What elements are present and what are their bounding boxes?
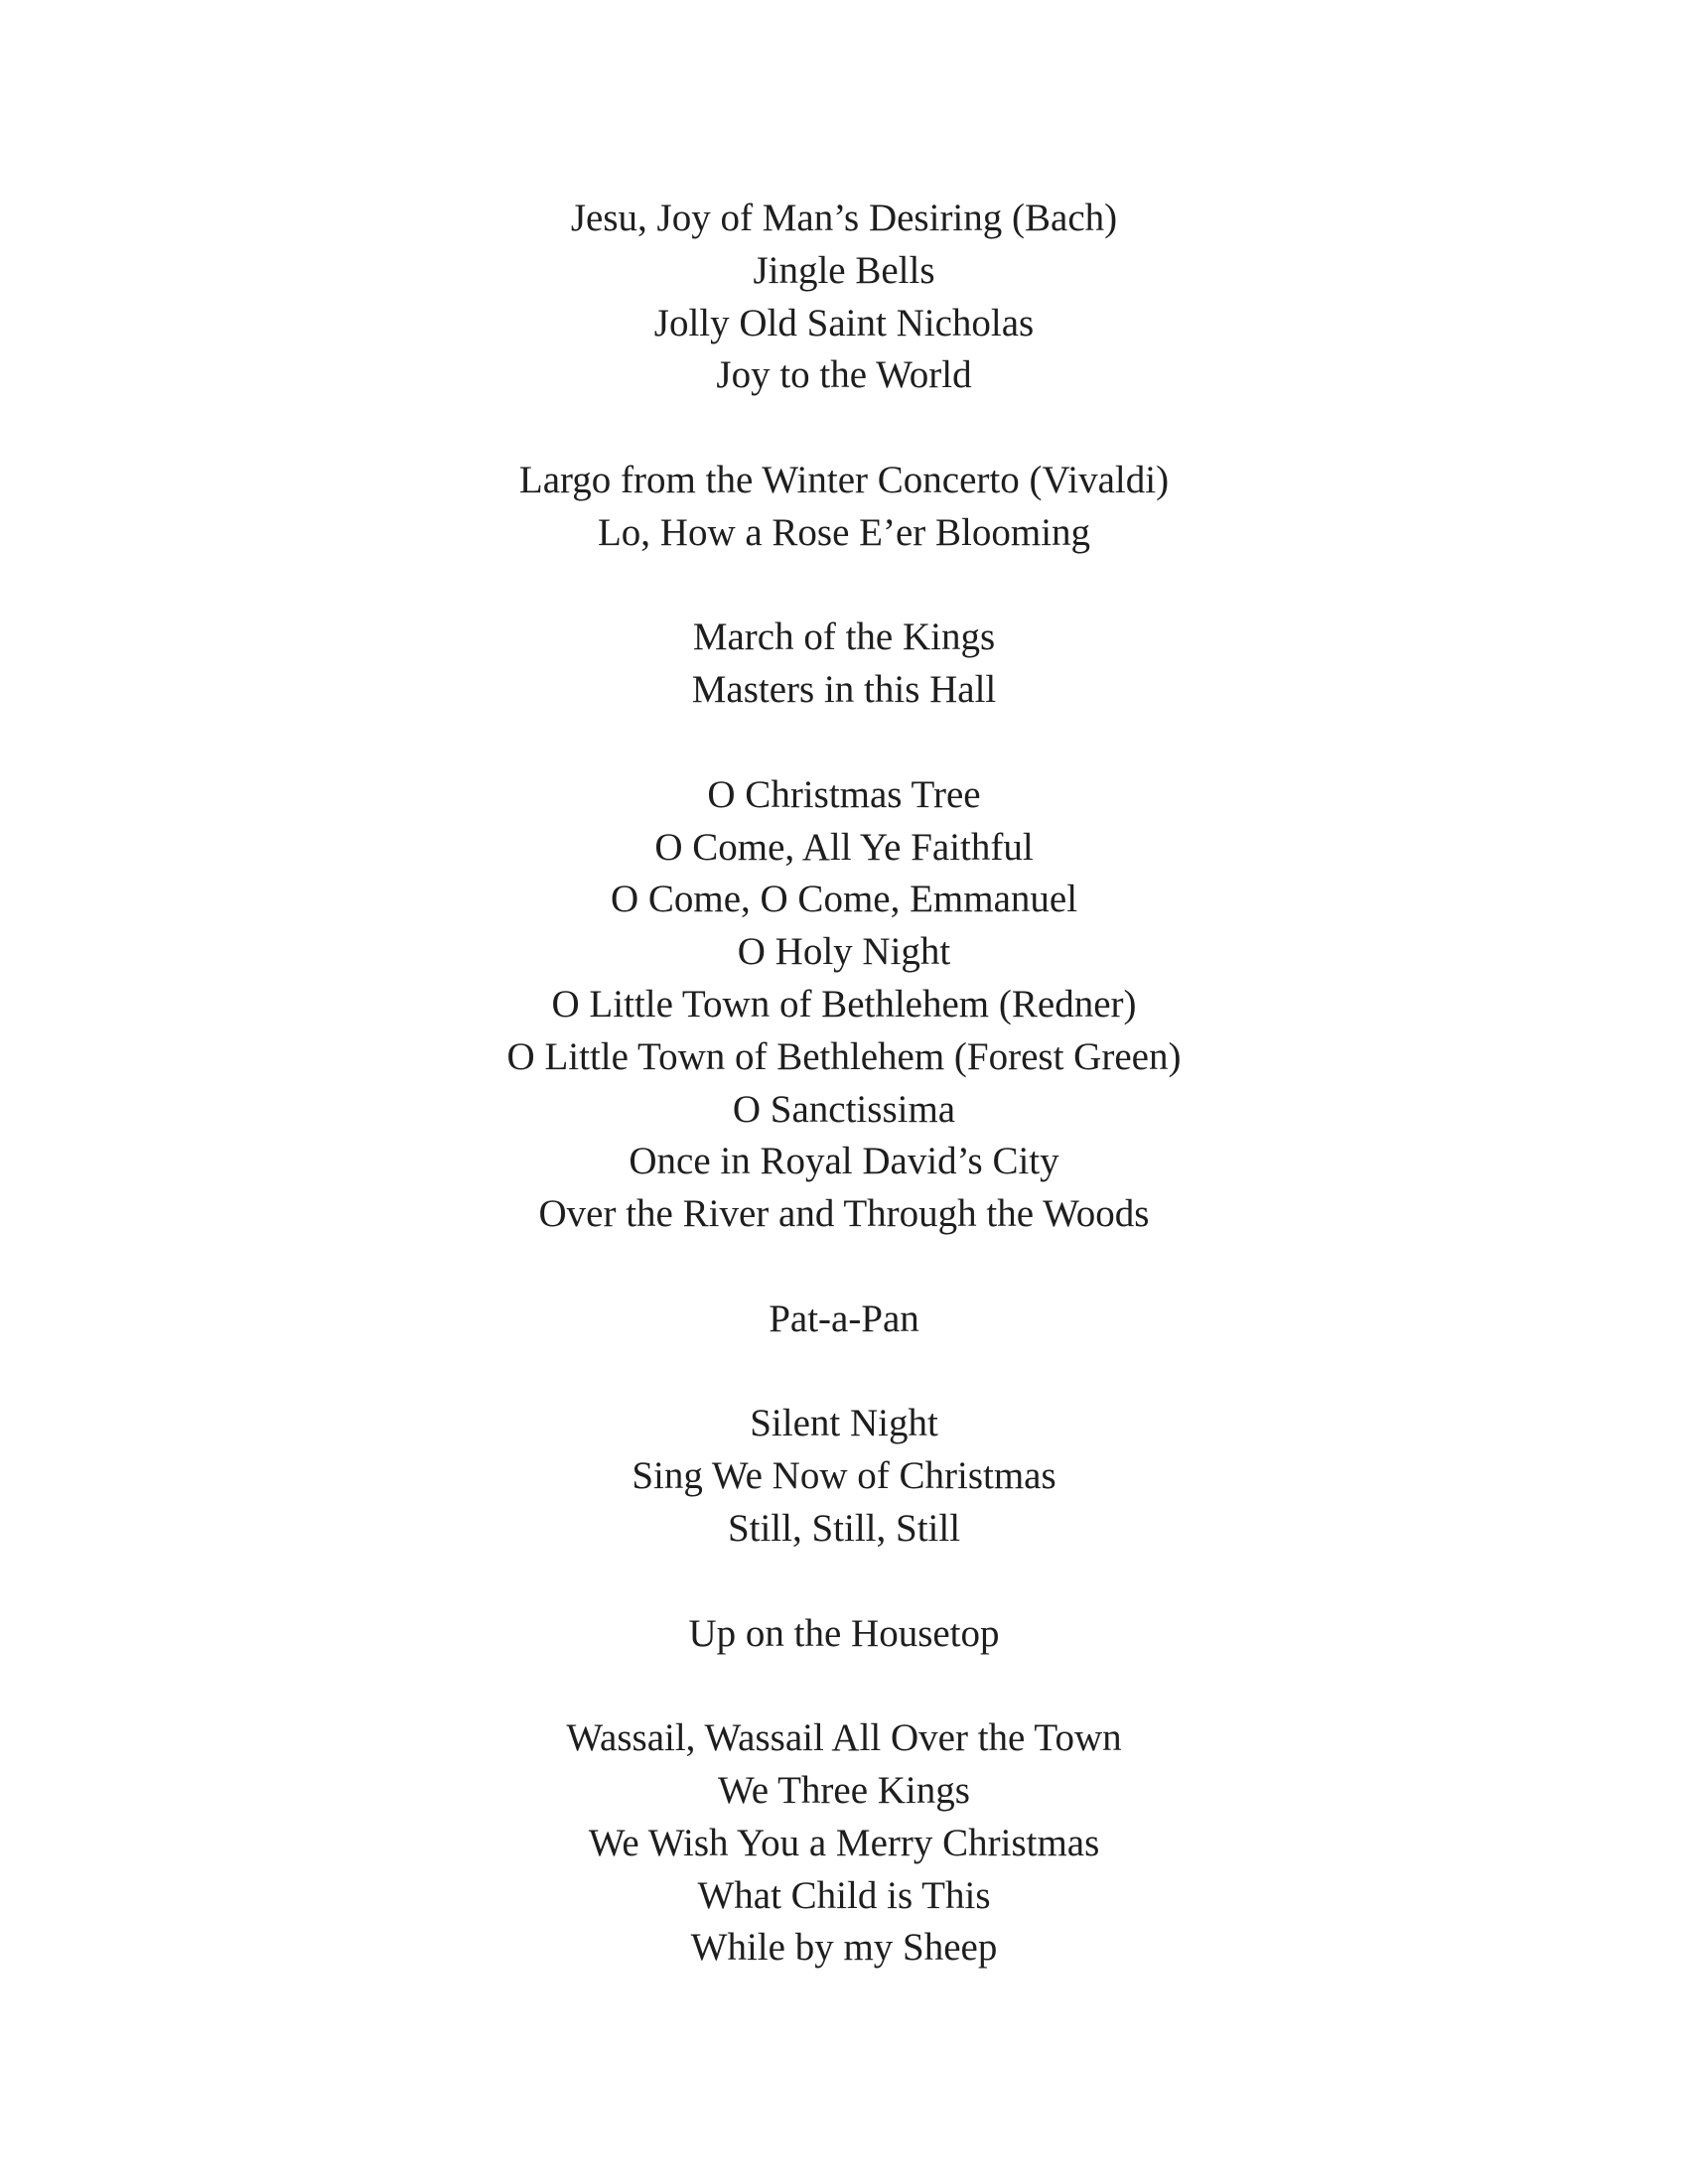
song-title: Joy to the World	[716, 353, 972, 397]
song-title: O Sanctissima	[732, 1087, 956, 1131]
song-group-u	[0, 1608, 1688, 1661]
song-group-s	[0, 1398, 1688, 1555]
song-group-w	[0, 1712, 1688, 1975]
song-group-j	[0, 193, 1688, 402]
song-title: Jingle Bells	[753, 248, 935, 292]
song-title: O Little Town of Bethlehem (Redner)	[551, 982, 1137, 1025]
song-title: Masters in this Hall	[691, 668, 997, 712]
song-title: Over the River and Through the Woods	[538, 1192, 1150, 1236]
song-title: Once in Royal David’s City	[629, 1140, 1059, 1183]
song-title: Silent Night	[750, 1402, 938, 1445]
song-title: O Holy Night	[737, 930, 951, 974]
song-title: Lo, How a Rose E’er Blooming	[597, 510, 1091, 554]
song-title: Largo from the Winter Concerto (Vivaldi)	[518, 458, 1170, 501]
song-title: Pat-a-Pan	[769, 1297, 919, 1340]
song-title: Jesu, Joy of Man’s Desiring (Bach)	[570, 197, 1118, 239]
song-title: Wassail, Wassail All Over the Town	[566, 1716, 1122, 1760]
song-list	[0, 193, 1688, 2027]
song-title: While by my Sheep	[690, 1926, 998, 1970]
song-title: We Three Kings	[718, 1768, 970, 1812]
song-group-m	[0, 612, 1688, 717]
song-title: We Wish You a Merry Christmas	[588, 1821, 1100, 1864]
song-group-p	[0, 1294, 1688, 1346]
song-title: What Child is This	[697, 1873, 991, 1917]
song-title: Up on the Housetop	[688, 1611, 1000, 1655]
song-title: March of the Kings	[692, 615, 996, 659]
song-title: O Christmas Tree	[707, 772, 981, 816]
song-title: O Little Town of Bethlehem (Forest Green)	[506, 1034, 1182, 1078]
song-title: Sing We Now of Christmas	[632, 1454, 1056, 1498]
song-group-o	[0, 769, 1688, 1241]
song-title: O Come, O Come, Emmanuel	[610, 878, 1078, 921]
song-title: Still, Still, Still	[727, 1506, 961, 1550]
song-title: O Come, All Ye Faithful	[654, 825, 1034, 869]
song-group-l	[0, 455, 1688, 560]
song-title: Jolly Old Saint Nicholas	[653, 301, 1035, 344]
